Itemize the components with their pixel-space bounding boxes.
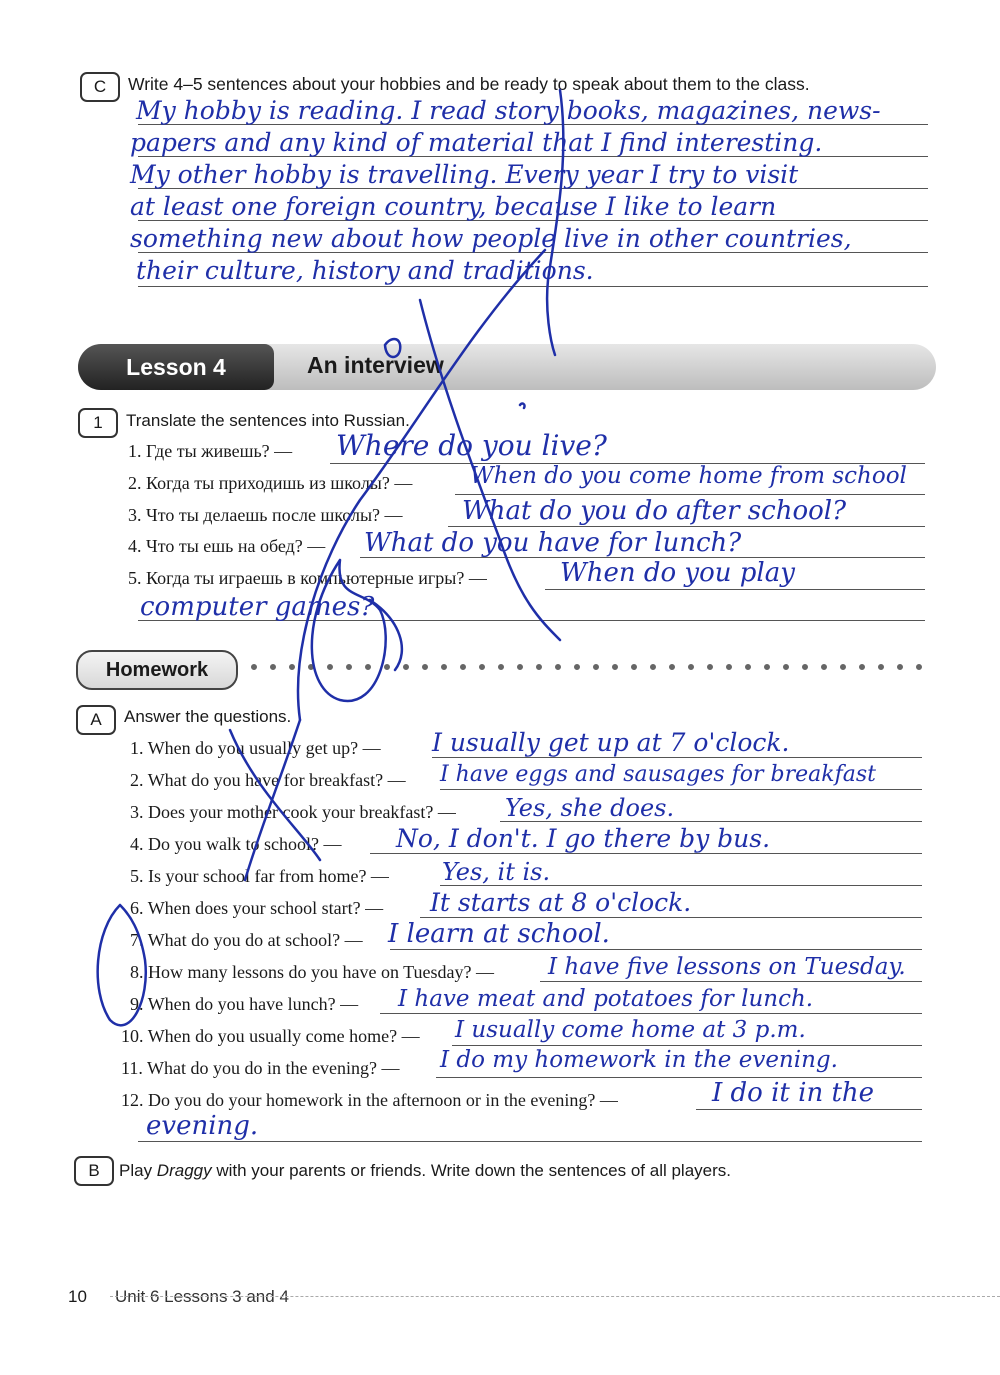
ex1-item-4: 4. Что ты ешь на обед? — <box>128 536 326 556</box>
hw-a-item-2: 2. What do you have for breakfast? — <box>130 770 406 790</box>
hw-a-item-3: 3. Does your mother cook your breakfast? — <box>130 802 456 822</box>
ex1-item-2: 2. Когда ты приходишь из школы? — <box>128 473 413 493</box>
hw-a-answer-12-cont: evening. <box>146 1111 259 1141</box>
hw-a-answer-12: I do it in the <box>712 1078 875 1108</box>
lesson-title: An interview <box>307 352 444 378</box>
hw-a-item-8: 8. How many lessons do you have on Tuesday? — <box>130 962 494 982</box>
hw-a-item-9: 9. When do you have lunch? — <box>130 994 359 1014</box>
hw-a-answer-6: It starts at 8 o'clock. <box>430 888 692 917</box>
section-c-instruction: Write 4–5 sentences about your hobbies and be ready to speak about them to the class. <box>128 74 810 94</box>
ex1-answer-1: Where do you live? <box>336 429 607 462</box>
section-b-badge: B <box>74 1156 114 1186</box>
hw-a-item-7: 7. What do you do at school? — <box>130 930 363 950</box>
hw-a-answer-1: I usually get up at 7 o'clock. <box>432 728 790 757</box>
ex1-answer-5-cont: computer games? <box>140 592 375 622</box>
hw-a-answer-4: No, I don't. I go there by bus. <box>396 824 771 853</box>
homework-label: Homework <box>76 650 238 690</box>
hw-a-answer-11: I do my homework in the evening. <box>440 1047 838 1073</box>
hw-a-answer-2: I have eggs and sausages for breakfast <box>440 762 876 787</box>
ex1-answer-5: When do you play <box>560 558 795 588</box>
hw-a-answer-10: I usually come home at 3 p.m. <box>455 1017 806 1043</box>
hw-a-item-6: 6. When does your school start? — <box>130 898 384 918</box>
section-a-badge: A <box>76 705 116 735</box>
hobby-text-line-2: papers and any kind of material that I find interesting. <box>130 128 823 157</box>
ex1-answer-3: What do you do after school? <box>462 496 847 526</box>
ex1-item-5: 5. Когда ты играешь в компьютерные игры? — <box>128 568 487 588</box>
page-number: 10 <box>68 1287 87 1306</box>
hw-a-item-5: 5. Is your school far from home? — <box>130 866 389 886</box>
hw-a-item-10: 10. When do you usually come home? — <box>121 1026 420 1046</box>
hw-a-item-11: 11. What do you do in the evening? — <box>121 1058 400 1078</box>
section-c-badge: C <box>80 72 120 102</box>
hobby-text-line-6: their culture, history and traditions. <box>136 256 594 285</box>
ex1-answer-4: What do you have for lunch? <box>364 528 742 558</box>
section-a-instruction: Answer the questions. <box>124 707 292 726</box>
footer-unit-label: Unit 6 Lessons 3 and 4 <box>115 1287 289 1306</box>
hw-a-answer-3: Yes, she does. <box>505 794 675 822</box>
hw-a-item-4: 4. Do you walk to school? — <box>130 834 342 854</box>
hw-a-item-1: 1. When do you usually get up? — <box>130 738 381 758</box>
hw-a-item-12: 12. Do you do your homework in the afternoon or in the evening? — <box>121 1090 618 1110</box>
ex1-item-1: 1. Где ты живешь? — <box>128 441 293 461</box>
hw-a-answer-7: I learn at school. <box>388 919 610 949</box>
hobby-text-line-4: at least one foreign country, because I like to learn <box>130 192 777 221</box>
ex1-answer-2: When do you come home from school <box>470 463 907 489</box>
hobby-text-line-1: My hobby is reading. I read story books, magazines, news- <box>136 96 881 125</box>
hw-a-answer-8: I have five lessons on Tuesday. <box>548 954 906 980</box>
hw-a-answer-9: I have meat and potatoes for lunch. <box>398 986 814 1012</box>
hobby-text-line-3: My other hobby is travelling. Every year I try to visit <box>130 160 799 189</box>
section-b-instruction: Play Draggy with your parents or friends. Write down the sentences of all players. <box>119 1161 731 1180</box>
lesson-label: Lesson 4 <box>78 344 274 390</box>
exercise-1-instruction: Translate the sentences into Russian. <box>126 411 410 430</box>
hobby-text-line-5: something new about how people live in other countries, <box>130 224 852 253</box>
exercise-1-badge: 1 <box>78 408 118 438</box>
hw-a-answer-5: Yes, it is. <box>442 858 551 886</box>
ex1-item-3: 3. Что ты делаешь после школы? — <box>128 505 403 525</box>
